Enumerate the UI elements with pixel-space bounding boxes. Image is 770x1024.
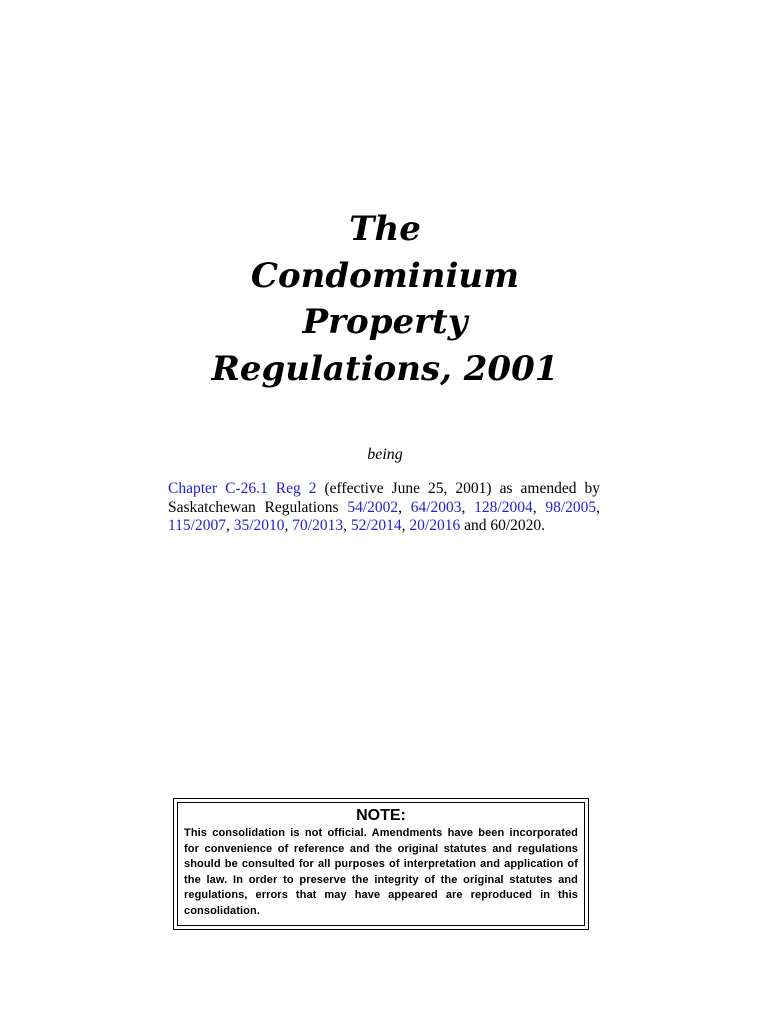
- title-line-4: Regulations, 2001: [211, 348, 559, 389]
- document-title: [0, 206, 770, 392]
- title-line-1: The: [349, 209, 421, 249]
- separator: ,: [596, 498, 601, 516]
- amendment-text: (effective June 25, 2001) as amended by Saskatchewan Regulations: [168, 480, 600, 516]
- separator: ,: [401, 517, 410, 534]
- chapter-link[interactable]: Chapter C-26.1 Reg 2: [168, 480, 317, 497]
- note-heading: NOTE:: [356, 807, 406, 824]
- amendment-paragraph: [168, 480, 600, 536]
- regulation-link[interactable]: 20/2016: [409, 517, 461, 534]
- regulation-link[interactable]: 35/2010: [233, 517, 285, 534]
- separator: ,: [284, 517, 293, 534]
- regulation-link[interactable]: 54/2002: [347, 498, 399, 516]
- note-box: [173, 798, 589, 930]
- separator: ,: [343, 517, 351, 534]
- regulation-link[interactable]: 64/2003: [410, 498, 462, 516]
- period: .: [541, 517, 546, 534]
- regulation-link[interactable]: 52/2014: [350, 517, 402, 534]
- separator: ,: [532, 498, 546, 516]
- title-line-3: Property: [302, 302, 468, 342]
- regulation-link[interactable]: 70/2013: [292, 517, 344, 534]
- last-regulation: 60/2020: [490, 517, 542, 534]
- regulation-link[interactable]: 98/2005: [545, 498, 597, 516]
- regulation-link[interactable]: 115/2007: [168, 517, 226, 534]
- separator: ,: [461, 498, 475, 516]
- note-text: This consolidation is not official. Amendments have been incorporated for convenience of reference and the original statutes and regulations should be consulted for all purposes of interpretation and application of the law. In order to preserve the integrity of the original statutes and regulations, errors that may have appeared are reproduced in this consolidation.: [184, 827, 578, 917]
- separator: ,: [398, 498, 411, 516]
- note-box-inner: [177, 802, 585, 926]
- title-line-2: Condominium: [250, 255, 520, 296]
- regulation-link[interactable]: 128/2004: [474, 498, 533, 516]
- separator: ,: [225, 517, 234, 534]
- being-label: being: [367, 446, 403, 463]
- and-text: and: [460, 517, 491, 534]
